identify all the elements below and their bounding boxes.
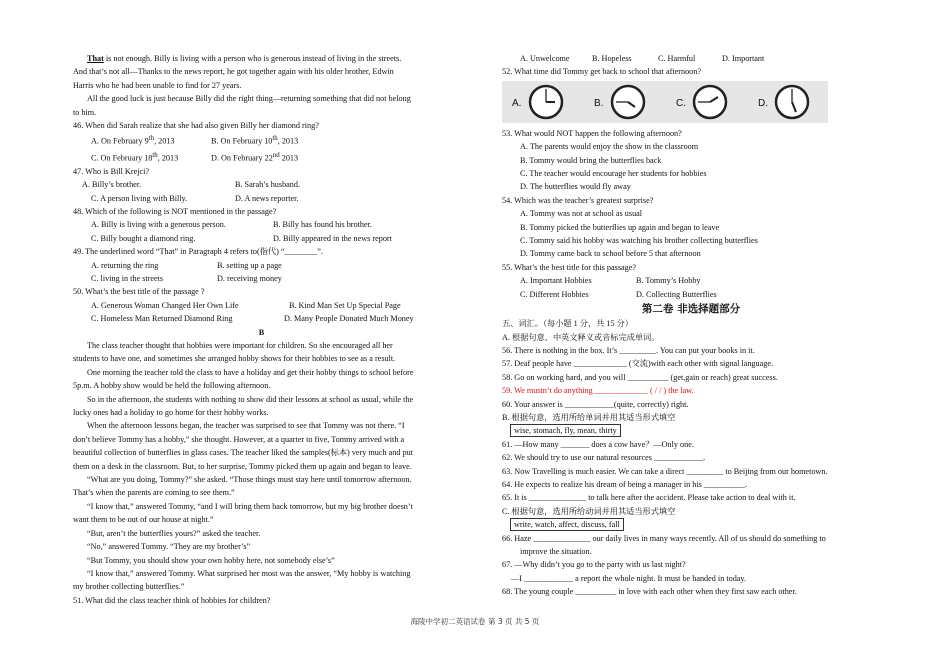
q49-options-ab	[73, 259, 450, 272]
q63: 63. Now Travelling is much easier. We can take a direct _________ to Beijing from our hometown.	[502, 466, 828, 476]
q48-option-c[interactable]: C. Billy bought a diamond ring.	[91, 233, 196, 243]
q47-option-a[interactable]: A. Billy’s brother.	[82, 180, 142, 190]
q50-options-cd	[73, 312, 450, 325]
q49-option-d[interactable]: D. receiving money	[217, 273, 282, 283]
q67-line-1: 67. —Why didn’t you go to the party with us last night?	[502, 560, 686, 570]
passage-line: “I know that,” answered Tommy. What surprised her most was the answer, “My hobby is watching	[87, 568, 411, 578]
passage-line: them on a desk in the classroom. But, to her surprise, Tommy picked them up again and began to leave.	[73, 461, 412, 471]
passage-line: want them to be out of our house at night.”	[73, 515, 214, 525]
section-five-heading: 五、词汇。（每小题 1 分，共 15 分）	[502, 319, 633, 329]
passage-b	[73, 339, 450, 594]
word-box-c-row	[502, 518, 880, 531]
q53-option-c[interactable]: C. The teacher would encourage her students for hobbies	[520, 169, 707, 179]
q46-options-ab	[73, 132, 450, 148]
q48-option-a[interactable]: A. Billy is living with a generous person.	[91, 220, 226, 230]
word-box-b-row	[502, 424, 880, 437]
section-a-instruction: A. 根据句意、中英文释义或音标完成单词。	[502, 332, 660, 342]
section-b-instruction: B. 根据句意，选用所给单词并用其适当形式填空	[502, 412, 676, 422]
paragraph-line: to him.	[73, 107, 97, 117]
q50-options-ab	[73, 299, 450, 312]
q50-option-c[interactable]: C. Homeless Man Returned Diamond Ring	[91, 314, 233, 324]
q51-option-d[interactable]: D. Important	[722, 54, 765, 63]
q50-option-d[interactable]: D. Many People Donated Much Money	[284, 314, 414, 324]
passage-line: “I know that,” answered Tommy, “and I will bring them back tomorrow, but my big brother doesn’t	[87, 501, 413, 511]
clock-face-icon	[610, 84, 646, 120]
clock-a-label: A.	[512, 97, 522, 109]
passage-line: So in the afternoon, the students with nothing to show did their lessons at school as usual, while the	[87, 394, 414, 404]
q54-option-d[interactable]: D. Tommy came back to school before 5 that afternoon	[520, 249, 701, 259]
q48-stem: 48. Which of the following is NOT mentioned in the passage?	[73, 206, 277, 216]
passage-line: The class teacher thought that hobbies were important for children. So she encouraged all her	[87, 341, 393, 350]
q49-option-c[interactable]: C. living in the streets	[91, 273, 164, 283]
section-b-heading: B	[258, 327, 265, 337]
clock-options-image	[502, 81, 828, 123]
word-box-c: write, watch, affect, discuss, fall	[510, 518, 624, 531]
q54-stem: 54. Which was the teacher’s greatest surprise?	[502, 195, 654, 205]
section-c-instruction: C. 根据句意，选用所给动词并用其适当形式填空	[502, 506, 676, 516]
passage-line: students to have one, and sometimes she arranged hobby shows for their hobbies to see as a result.	[73, 354, 396, 364]
passage-line: When the afternoon lessons began, the teacher was surprised to see that Tommy was not there. “I	[87, 421, 405, 431]
q53-option-a[interactable]: A. The parents would enjoy the show in the classroom	[520, 142, 699, 152]
passage-line: don’t believe Tommy has a hobby,” she thought. However, at a quarter to five, Tommy arrived with a	[73, 434, 405, 444]
q47-option-c[interactable]: C. A person living with Billy.	[91, 193, 188, 203]
q59: 59. We mustn’t do anything _____________ ( / / ) the law.	[502, 386, 694, 396]
passage-line: lucky ones had a holiday to go home for their hobby works.	[73, 408, 269, 418]
q55-stem: 55. What’s the best title for this passage?	[502, 262, 637, 272]
q53-stem: 53. What would NOT happen the following afternoon?	[502, 128, 682, 138]
passage-line: “But Tommy, you should show your own hobby here, not somebody else’s”	[87, 555, 335, 565]
paragraph-line: All the good luck is just because Billy did the right thing—returning something that did not belong	[87, 94, 411, 104]
q55-option-a[interactable]: A. Important Hobbies	[520, 276, 592, 286]
q51-option-b[interactable]: B. Hopeless	[592, 54, 632, 63]
q49-options-cd	[73, 272, 450, 285]
q51-option-a[interactable]: A. Unwelcome	[520, 54, 570, 63]
word-box-b: wise, stomach, fly, mean, thirty	[510, 424, 621, 437]
q53-option-d[interactable]: D. The butterflies would fly away	[520, 182, 631, 192]
passage-line: “What are you doing, Tommy?” she asked. “Those things must stay here until tomorrow afternoon.	[87, 475, 412, 485]
q55-option-d[interactable]: D. Collecting Butterflies	[636, 289, 717, 299]
q62: 62. We should try to use our natural resources ____________.	[502, 453, 706, 463]
q68: 68. The young couple __________ in love with each other when they first saw each other.	[502, 587, 797, 597]
passage-line: my brother collecting butterflies.”	[73, 582, 185, 592]
q52-stem: 52. What time did Tommy get back to school that afternoon?	[502, 67, 701, 77]
q50-stem: 50. What’s the best title of the passage ?	[73, 287, 205, 297]
q51-option-c[interactable]: C. Harmful	[658, 54, 696, 63]
clock-d-label: D.	[758, 97, 768, 109]
page-footer: 海陵中学初二英语试卷 第 3 页 共 5 页	[410, 617, 540, 626]
q46-stem: 46. When did Sarah realize that she had also given Billy her diamond ring?	[73, 121, 319, 131]
q47-options-cd	[73, 192, 450, 205]
q55-options-ab	[502, 274, 880, 287]
q65: 65. It is ______________ to talk here after the accident. Please take action to deal with it.	[502, 493, 796, 503]
q47-options-ab	[73, 178, 450, 191]
q49-option-b[interactable]: B. setting up a page	[217, 260, 282, 270]
passage-line: That’s when the parents are coming to see them.”	[73, 488, 235, 498]
q48-option-d[interactable]: D. Billy appeared in the news report	[273, 233, 392, 243]
q47-option-b[interactable]: B. Sarah’s husband.	[235, 180, 301, 190]
q55-options-cd	[502, 288, 880, 301]
clock-face-icon	[528, 84, 564, 120]
q51-stem: 51. What did the class teacher think of hobbies for children?	[73, 595, 271, 605]
q54-option-a[interactable]: A. Tommy was not at school as usual	[520, 209, 643, 219]
clock-b-label: B.	[594, 97, 604, 109]
passage-line: “But, aren’t the butterflies yours?” asked the teacher.	[87, 528, 261, 538]
q48-options-cd	[73, 232, 450, 245]
q49-option-a[interactable]: A. returning the ring	[91, 260, 159, 270]
q46-option-a[interactable]: A. On February 9th, 2013	[91, 135, 175, 147]
passage-line: One morning the teacher told the class to have a holiday and get their hobby things to school before	[87, 367, 414, 377]
q66-line-2: improve the situation.	[520, 547, 592, 556]
q47-option-d[interactable]: D. A news reporter.	[235, 193, 299, 203]
passage-line: 5p.m. A hobby show would be held the following afternoon.	[73, 381, 271, 391]
passage-line: “No,” answered Tommy. “They are my brother’s”	[87, 542, 251, 552]
clock-face-icon	[774, 84, 810, 120]
q48-options-ab	[73, 218, 450, 231]
q51-options	[502, 52, 880, 65]
right-column	[502, 52, 880, 599]
q49-stem: 49. The underlined word “That” in Paragraph 4 refers to(指代) “________”.	[73, 247, 323, 257]
left-column	[73, 52, 450, 607]
q57: 57. Deaf people have _____________ (交流)with each other with signal language.	[502, 359, 774, 369]
underlined-word-that: That	[87, 54, 104, 63]
paragraph-line: Harris who he had been unable to find for 27 years.	[73, 80, 242, 90]
q61: 61. —How many _______ does a cow have？—Only one.	[502, 439, 694, 449]
q54-option-c[interactable]: C. Tommy said his hobby was watching his brother collecting butterflies	[520, 236, 758, 246]
q67-line-2: —I ____________ a report the whole night. It must be handed in today.	[511, 573, 747, 583]
q47-stem: 47. Who is Bill Krejci?	[73, 166, 150, 176]
q64: 64. He expects to realize his dream of being a manager in his __________.	[502, 479, 747, 489]
q50-option-b[interactable]: B. Kind Man Set Up Special Page	[289, 300, 401, 310]
q46-option-d[interactable]: D. On February 22nd 2013	[211, 151, 299, 163]
part-two-title: 第二卷 非选择题部分	[641, 303, 741, 316]
q56: 56. There is nothing in the box. It’s _________. You can put your books in it.	[502, 345, 755, 355]
q66-line-1: 66. Haze ______________ our daily lives in many ways recently. All of us should do something to	[502, 533, 826, 543]
q58: 58. Go on working hard, and you will __________ (get,gain or reach) great success.	[502, 372, 778, 382]
clock-c-label: C.	[676, 97, 686, 109]
q55-option-c[interactable]: C. Different Hobbies	[520, 289, 589, 299]
q55-option-b[interactable]: B. Tommy’s Hobby	[636, 276, 701, 286]
q50-option-a[interactable]: A. Generous Woman Changed Her Own Life	[91, 300, 239, 310]
q46-option-b[interactable]: B. On February 10th, 2013	[211, 135, 299, 147]
clock-face-icon	[692, 84, 728, 120]
paragraph-that: That is not enough. Billy is living with a person who is generous instead of living in the streets.	[87, 54, 402, 63]
q53-option-b[interactable]: B. Tommy would bring the butterflies back	[520, 155, 662, 165]
passage-line: beautiful collection of butterflies in glass cases. The teacher liked the samples(标本) very much and put	[73, 448, 413, 458]
q46-options-cd	[73, 149, 450, 165]
q48-option-b[interactable]: B. Billy has found his brother.	[273, 220, 372, 230]
paragraph-line: And that’s not all—Thanks to the news report, he got together again with his older brother, Edwin	[73, 67, 394, 77]
q60: 60. Your answer is ____________(quite, correctly) right.	[502, 399, 689, 409]
q54-option-b[interactable]: B. Tommy picked the butterflies up again and began to leave	[520, 222, 720, 232]
q46-option-c[interactable]: C. On February 18th, 2013	[91, 151, 179, 163]
